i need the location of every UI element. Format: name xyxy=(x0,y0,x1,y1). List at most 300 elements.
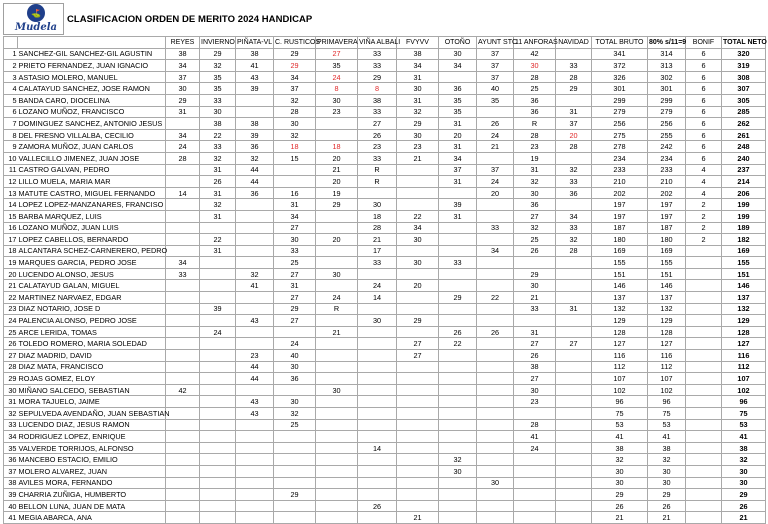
column-header: VIÑA ALBALI xyxy=(358,37,397,49)
score-cell xyxy=(316,245,358,257)
score-cell: 278 xyxy=(592,141,648,153)
player-name-cell: LUCENDO DIAZ, JESUS RAMON xyxy=(18,419,166,431)
score-cell xyxy=(556,419,592,431)
score-cell: 44 xyxy=(236,373,274,385)
score-cell: 129 xyxy=(592,315,648,327)
score-cell xyxy=(397,489,439,501)
player-name-cell: ASTASIO MOLERO, MANUEL xyxy=(18,71,166,83)
score-cell: 33 xyxy=(477,222,514,234)
score-cell: 27 xyxy=(358,118,397,130)
score-cell: 30 xyxy=(722,477,766,489)
player-name-cell: CALATAYUD GALAN, MIGUEL xyxy=(18,280,166,292)
score-cell xyxy=(397,176,439,188)
score-cell: 14 xyxy=(358,292,397,304)
score-cell: 30 xyxy=(274,118,316,130)
table-row xyxy=(4,257,766,269)
table-row xyxy=(4,210,766,222)
score-cell xyxy=(556,465,592,477)
score-cell xyxy=(556,489,592,501)
score-cell: 29 xyxy=(274,303,316,315)
score-cell xyxy=(166,500,200,512)
player-name-cell: CALATAYUD SANCHEZ, JOSE RAMON xyxy=(18,83,166,95)
score-cell: 151 xyxy=(648,268,686,280)
score-cell xyxy=(200,257,236,269)
position-cell: 41 xyxy=(4,512,18,524)
position-cell: 29 xyxy=(4,373,18,385)
score-cell: 36 xyxy=(514,199,556,211)
score-cell xyxy=(439,187,477,199)
score-cell: 21 xyxy=(397,152,439,164)
score-cell: 30 xyxy=(166,83,200,95)
score-cell: 38 xyxy=(514,361,556,373)
score-cell xyxy=(236,234,274,246)
score-cell: 341 xyxy=(592,48,648,60)
score-cell xyxy=(236,245,274,257)
score-cell: 20 xyxy=(477,187,514,199)
score-cell: 31 xyxy=(439,210,477,222)
score-cell xyxy=(200,373,236,385)
score-cell: 199 xyxy=(722,199,766,211)
score-cell: 2 xyxy=(686,210,722,222)
score-cell xyxy=(477,373,514,385)
score-cell: 233 xyxy=(592,164,648,176)
score-cell: 307 xyxy=(722,83,766,95)
score-cell xyxy=(274,454,316,466)
score-cell xyxy=(397,477,439,489)
position-cell: 4 xyxy=(4,83,18,95)
score-cell: 24 xyxy=(477,129,514,141)
score-cell: 40 xyxy=(274,350,316,362)
score-cell: 30 xyxy=(648,477,686,489)
score-cell: 313 xyxy=(648,60,686,72)
position-cell: 20 xyxy=(4,268,18,280)
score-cell: 107 xyxy=(592,373,648,385)
score-cell: 14 xyxy=(166,187,200,199)
score-cell: 24 xyxy=(316,292,358,304)
score-cell xyxy=(686,303,722,315)
score-cell: 21 xyxy=(722,512,766,524)
score-cell xyxy=(397,164,439,176)
position-cell: 12 xyxy=(4,176,18,188)
score-cell: 31 xyxy=(274,199,316,211)
score-cell: 33 xyxy=(200,141,236,153)
score-cell xyxy=(477,199,514,211)
score-cell: 299 xyxy=(592,94,648,106)
score-cell: 41 xyxy=(236,280,274,292)
player-name-cell: MORA TAJUELO, JAIME xyxy=(18,396,166,408)
player-name-cell: MOLERO ALVAREZ, JUAN xyxy=(18,465,166,477)
table-row xyxy=(4,512,766,524)
score-cell xyxy=(397,465,439,477)
score-cell xyxy=(439,373,477,385)
score-cell xyxy=(477,106,514,118)
score-cell xyxy=(514,257,556,269)
score-cell: 23 xyxy=(514,396,556,408)
score-cell: 128 xyxy=(592,326,648,338)
score-cell xyxy=(200,315,236,327)
score-cell: 32 xyxy=(439,454,477,466)
player-name-cell: BARBA MARQUEZ, LUIS xyxy=(18,210,166,222)
player-name-cell: VALLECILLO JIMENEZ, JUAN JOSE xyxy=(18,152,166,164)
score-cell: 37 xyxy=(477,71,514,83)
score-cell: 210 xyxy=(648,176,686,188)
score-cell xyxy=(200,477,236,489)
score-cell: 96 xyxy=(648,396,686,408)
score-cell: 43 xyxy=(236,396,274,408)
position-cell: 2 xyxy=(4,60,18,72)
score-cell: 6 xyxy=(686,94,722,106)
score-cell: 27 xyxy=(274,268,316,280)
score-cell: 31 xyxy=(200,187,236,199)
score-cell xyxy=(439,477,477,489)
score-cell xyxy=(556,350,592,362)
score-cell xyxy=(200,465,236,477)
score-cell xyxy=(686,396,722,408)
score-cell xyxy=(200,396,236,408)
score-cell xyxy=(439,303,477,315)
club-logo xyxy=(17,4,55,35)
score-cell xyxy=(236,199,274,211)
score-cell xyxy=(358,350,397,362)
table-row xyxy=(4,118,766,130)
score-cell: 180 xyxy=(592,234,648,246)
score-cell: 21 xyxy=(648,512,686,524)
score-cell xyxy=(397,361,439,373)
score-cell: 30 xyxy=(316,384,358,396)
score-cell: 29 xyxy=(514,268,556,280)
score-cell: 314 xyxy=(648,48,686,60)
player-name-cell: RODRIGUEZ LOPEZ, ENRIQUE xyxy=(18,431,166,443)
column-header: AYUNT STC xyxy=(477,37,514,49)
score-cell xyxy=(200,454,236,466)
score-cell: 42 xyxy=(514,48,556,60)
score-cell: 127 xyxy=(648,338,686,350)
score-cell: 30 xyxy=(316,268,358,280)
score-cell: 6 xyxy=(686,83,722,95)
table-row xyxy=(4,500,766,512)
table-row xyxy=(4,373,766,385)
score-cell: 234 xyxy=(592,152,648,164)
score-cell: 2 xyxy=(686,234,722,246)
score-cell xyxy=(686,268,722,280)
score-cell: 31 xyxy=(397,94,439,106)
score-cell xyxy=(200,280,236,292)
score-cell: 21 xyxy=(316,164,358,176)
score-cell xyxy=(397,454,439,466)
score-cell: 29 xyxy=(397,315,439,327)
score-cell: 27 xyxy=(274,315,316,327)
position-cell: 35 xyxy=(4,442,18,454)
score-cell xyxy=(477,419,514,431)
score-cell: 279 xyxy=(592,106,648,118)
score-cell: 30 xyxy=(200,106,236,118)
score-cell xyxy=(316,257,358,269)
score-cell: 36 xyxy=(514,94,556,106)
score-cell xyxy=(477,350,514,362)
score-cell: 30 xyxy=(648,465,686,477)
score-cell xyxy=(316,338,358,350)
score-cell: 169 xyxy=(592,245,648,257)
score-cell: 25 xyxy=(274,257,316,269)
score-cell: 44 xyxy=(236,361,274,373)
position-cell: 9 xyxy=(4,141,18,153)
score-cell xyxy=(358,477,397,489)
score-cell: 31 xyxy=(514,326,556,338)
score-cell: 20 xyxy=(439,129,477,141)
score-cell: 28 xyxy=(166,152,200,164)
score-cell: 38 xyxy=(166,48,200,60)
score-cell xyxy=(358,268,397,280)
score-cell: 29 xyxy=(358,71,397,83)
score-cell: 197 xyxy=(648,199,686,211)
score-cell: 75 xyxy=(592,408,648,420)
score-cell xyxy=(236,442,274,454)
score-cell: 32 xyxy=(722,454,766,466)
score-cell xyxy=(514,408,556,420)
player-name-cell: SANCHEZ-GIL SANCHEZ-GIL AGUSTIN xyxy=(18,48,166,60)
score-cell xyxy=(166,373,200,385)
score-cell: 21 xyxy=(592,512,648,524)
score-cell xyxy=(439,280,477,292)
score-cell: 28 xyxy=(358,222,397,234)
score-cell xyxy=(166,396,200,408)
player-name-cell: MATUTE CASTRO, MIGUEL FERNANDO xyxy=(18,187,166,199)
score-cell: 32 xyxy=(514,222,556,234)
player-name-cell: BELLON LUNA, JUAN DE MATA xyxy=(18,500,166,512)
score-cell: 34 xyxy=(439,60,477,72)
score-cell: 32 xyxy=(556,164,592,176)
score-cell xyxy=(514,500,556,512)
score-cell: 116 xyxy=(722,350,766,362)
score-cell: 21 xyxy=(397,512,439,524)
score-cell: 30 xyxy=(592,477,648,489)
score-cell: 155 xyxy=(722,257,766,269)
score-cell: 33 xyxy=(358,48,397,60)
score-cell xyxy=(686,326,722,338)
table-row xyxy=(4,465,766,477)
score-cell xyxy=(397,303,439,315)
score-cell: 39 xyxy=(236,129,274,141)
score-cell: 137 xyxy=(648,292,686,304)
table-row xyxy=(4,234,766,246)
score-cell: 32 xyxy=(236,152,274,164)
position-cell: 10 xyxy=(4,152,18,164)
score-cell xyxy=(556,477,592,489)
score-cell xyxy=(514,454,556,466)
player-name-cell: DIAZ MADRID, DAVID xyxy=(18,350,166,362)
score-cell: 20 xyxy=(316,234,358,246)
score-cell: 41 xyxy=(236,60,274,72)
score-cell: 169 xyxy=(722,245,766,257)
score-cell xyxy=(397,500,439,512)
score-cell xyxy=(439,442,477,454)
score-cell: 28 xyxy=(556,245,592,257)
score-cell: 299 xyxy=(648,94,686,106)
score-cell: 44 xyxy=(236,176,274,188)
score-cell xyxy=(166,442,200,454)
score-cell xyxy=(236,292,274,304)
score-cell xyxy=(556,373,592,385)
score-cell: 30 xyxy=(358,199,397,211)
score-cell xyxy=(166,176,200,188)
position-cell: 1 xyxy=(4,48,18,60)
score-cell: 41 xyxy=(648,431,686,443)
player-name-cell: MEGIA ABARCA, ANA xyxy=(18,512,166,524)
table-row xyxy=(4,164,766,176)
position-cell: 13 xyxy=(4,187,18,199)
score-cell: 24 xyxy=(274,338,316,350)
player-name-cell: ALCANTARA SCHEZ-CARNERERO, PEDRO xyxy=(18,246,168,256)
table-row xyxy=(4,94,766,106)
score-cell: 32 xyxy=(200,199,236,211)
player-name-cell: ARCE LERIDA, TOMAS xyxy=(18,326,166,338)
score-cell: 242 xyxy=(648,141,686,153)
position-cell: 27 xyxy=(4,350,18,362)
score-cell xyxy=(358,408,397,420)
score-cell: 248 xyxy=(722,141,766,153)
score-cell: 53 xyxy=(592,419,648,431)
score-cell: 37 xyxy=(556,118,592,130)
column-header: FVYVV xyxy=(397,37,439,49)
score-cell: 6 xyxy=(686,129,722,141)
score-cell xyxy=(166,489,200,501)
score-cell: 25 xyxy=(274,419,316,431)
score-cell xyxy=(477,500,514,512)
score-cell: 6 xyxy=(686,71,722,83)
score-cell xyxy=(274,500,316,512)
score-cell: 107 xyxy=(722,373,766,385)
score-cell: 169 xyxy=(648,245,686,257)
table-row xyxy=(4,477,766,489)
score-cell: 129 xyxy=(648,315,686,327)
score-cell: 255 xyxy=(648,129,686,141)
score-cell xyxy=(316,350,358,362)
score-cell xyxy=(236,489,274,501)
score-cell: 146 xyxy=(722,280,766,292)
score-cell xyxy=(514,465,556,477)
table-row xyxy=(4,442,766,454)
score-cell xyxy=(274,465,316,477)
score-cell xyxy=(358,419,397,431)
table-row xyxy=(4,361,766,373)
position-cell: 37 xyxy=(4,465,18,477)
score-cell xyxy=(166,164,200,176)
score-cell xyxy=(477,489,514,501)
player-name-cell: MARQUES GARCIA, PEDRO JOSE xyxy=(18,257,166,269)
score-cell: 34 xyxy=(439,152,477,164)
score-cell xyxy=(477,338,514,350)
score-cell xyxy=(358,465,397,477)
score-cell: 37 xyxy=(166,71,200,83)
score-cell xyxy=(397,384,439,396)
score-cell xyxy=(439,245,477,257)
score-cell xyxy=(274,384,316,396)
score-cell: 27 xyxy=(514,338,556,350)
score-cell: 22 xyxy=(397,210,439,222)
score-cell: 32 xyxy=(200,60,236,72)
score-cell: 29 xyxy=(592,489,648,501)
score-cell xyxy=(439,350,477,362)
score-cell: 30 xyxy=(397,83,439,95)
score-cell xyxy=(316,396,358,408)
score-cell: 237 xyxy=(722,164,766,176)
score-cell: 37 xyxy=(477,48,514,60)
score-cell xyxy=(316,361,358,373)
score-cell: 34 xyxy=(274,210,316,222)
score-cell: 4 xyxy=(686,187,722,199)
player-name-cell: CHARRIA ZUÑIGA, HUMBERTO xyxy=(18,489,166,501)
score-cell xyxy=(477,315,514,327)
table-row xyxy=(4,222,766,234)
player-name-cell: AVILES MORA, FERNANDO xyxy=(18,477,166,489)
score-cell: 41 xyxy=(514,431,556,443)
score-cell: 38 xyxy=(358,94,397,106)
column-header: TOTAL BRUTO xyxy=(592,37,648,49)
score-cell: 32 xyxy=(236,268,274,280)
score-cell xyxy=(166,326,200,338)
score-cell xyxy=(166,477,200,489)
score-cell xyxy=(236,465,274,477)
score-cell: 27 xyxy=(316,48,358,60)
score-cell: 31 xyxy=(439,118,477,130)
score-cell: 31 xyxy=(200,164,236,176)
score-cell xyxy=(358,489,397,501)
score-cell: 27 xyxy=(397,350,439,362)
score-cell xyxy=(200,222,236,234)
score-cell: 43 xyxy=(236,71,274,83)
score-cell: 35 xyxy=(439,94,477,106)
score-cell xyxy=(236,257,274,269)
score-cell xyxy=(439,419,477,431)
score-cell: 24 xyxy=(358,280,397,292)
score-cell: 180 xyxy=(648,234,686,246)
score-cell xyxy=(200,361,236,373)
score-cell: 197 xyxy=(648,210,686,222)
score-cell: 155 xyxy=(648,257,686,269)
score-cell: 31 xyxy=(556,303,592,315)
score-cell xyxy=(236,106,274,118)
score-cell: 127 xyxy=(722,338,766,350)
score-cell xyxy=(274,326,316,338)
score-cell xyxy=(236,384,274,396)
score-cell: 27 xyxy=(514,210,556,222)
score-cell xyxy=(556,442,592,454)
score-cell: 34 xyxy=(556,210,592,222)
score-cell xyxy=(477,396,514,408)
score-cell: 32 xyxy=(274,94,316,106)
score-cell xyxy=(686,361,722,373)
score-cell xyxy=(200,408,236,420)
score-cell: 32 xyxy=(397,106,439,118)
score-cell: 197 xyxy=(592,199,648,211)
score-cell xyxy=(439,361,477,373)
score-cell: 151 xyxy=(592,268,648,280)
score-cell: 33 xyxy=(439,257,477,269)
score-cell: 132 xyxy=(722,303,766,315)
position-cell: 18 xyxy=(4,245,18,257)
score-cell xyxy=(358,431,397,443)
score-cell: 23 xyxy=(514,141,556,153)
position-cell: 3 xyxy=(4,71,18,83)
table-row xyxy=(4,396,766,408)
score-cell: 33 xyxy=(358,106,397,118)
score-cell xyxy=(556,500,592,512)
score-cell: R xyxy=(316,303,358,315)
score-cell: 320 xyxy=(722,48,766,60)
score-cell xyxy=(316,373,358,385)
table-row xyxy=(4,408,766,420)
score-cell: 301 xyxy=(592,83,648,95)
